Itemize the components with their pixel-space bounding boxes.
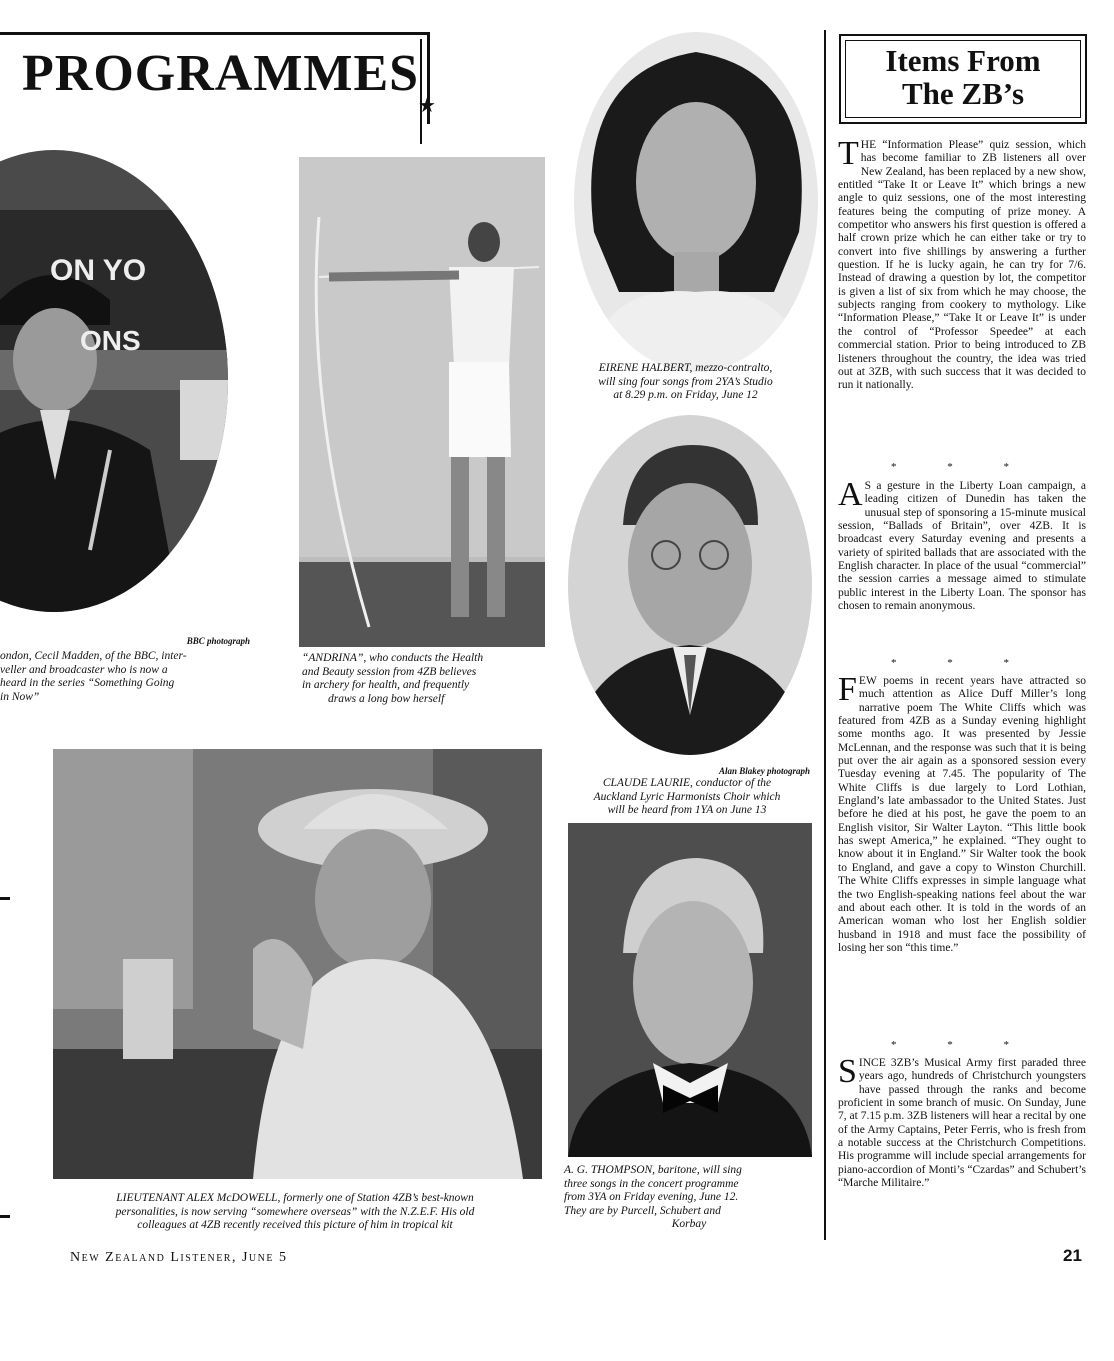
photo-eirene-halbert — [574, 32, 819, 372]
photo-andrina-archery — [299, 157, 545, 647]
caption-line: CLAUDE LAURIE, conductor of the — [602, 777, 772, 789]
photo-credit-bbc: BBC photograph — [186, 636, 250, 646]
drop-cap: F — [838, 671, 857, 708]
caption-line: Auckland Lyric Harmonists Choir which — [593, 790, 781, 803]
zb-paragraph-musical-army — [838, 1053, 1086, 1190]
page-number: 21 — [1063, 1246, 1082, 1265]
zb-paragraph-white-cliffs — [838, 671, 1086, 955]
photo-ag-thompson — [568, 823, 812, 1157]
caption-line: “ANDRINA”, who conducts the Health — [302, 652, 484, 664]
caption-line: LIEUTENANT ALEX McDOWELL, formerly one of Station 4ZB’s best-known — [116, 1192, 474, 1204]
caption-line: colleagues at 4ZB recently received this picture of him in tropical kit — [137, 1219, 453, 1231]
caption-line: veller and broadcaster who is now a — [0, 663, 168, 676]
paragraph-text: S a gesture in the Liberty Loan campaign, a leading citizen of Dunedin has taken the unusual step of sponsoring a 15-minute musical session, “Ballads of Britain”, over 4ZB. It is broadcast every Saturday evening and presents a variety of spirited ballads that are associated with the English character. In place of the usual “commercial” the session carries a message aimed to stimulate public interest in the Liberty Loan. The sponsor has chosen to remain anonymous. — [838, 480, 1086, 613]
star-icon: ★ — [418, 95, 436, 117]
caption-claude-laurie — [562, 777, 812, 818]
caption-line: will be heard from 1YA on June 13 — [607, 804, 767, 816]
caption-line: from 3YA on Friday evening, June 12. — [564, 1191, 739, 1203]
caption-line: heard in the series “Something Going — [0, 677, 175, 689]
column-rule — [824, 30, 826, 1240]
caption-line: three songs in the concert programme — [564, 1177, 739, 1190]
caption-line: in Now” — [0, 690, 40, 703]
zb-section-title — [839, 44, 1087, 110]
photo-credit-alan-blakey: Alan Blakey photograph — [718, 766, 810, 776]
caption-alex-mcdowell — [50, 1192, 540, 1233]
photo-cecil-madden — [0, 150, 228, 612]
caption-andrina — [302, 652, 554, 706]
photo-claude-laurie — [568, 415, 812, 755]
caption-line: EIRENE HALBERT, mezzo-contralto, — [598, 362, 773, 374]
caption-line: Korbay — [671, 1218, 707, 1230]
caption-cecil-madden — [0, 650, 250, 704]
caption-line: personalities, is now serving “somewhere overseas” with the N.Z.E.F. His old — [115, 1205, 475, 1218]
sign-text-2: ONS — [80, 325, 141, 356]
margin-mark — [0, 897, 10, 900]
paragraph-text: EW poems in recent years have attracted so much attention as Alice Duff Miller’s long narrative poem The White Cliffs which was featured from 4ZB as a Sunday evening highlight some months ago. It was presented by Jessie McLennan, and the response was such that it is being put over the air again as a sponsored session every Tuesday evening at 7.45. The popularity of The White Cliffs is due largely to Lord Lothian, England’s late ambassador to the United States. Just before he died at his post, he gave the poem to an English visitor, Sir Walter Layton. “This little book has swept America,” he explained. “They ought to know about it in England.” Sir Walter took the book to England, and gave a copy to Winston Churchill. The White Cliffs expresses in simple language what the two English-speaking nations feel about the war and about each other. It is told in the words of an American woman who lost her English soldier husband in 1918 and must face the possibility of losing her son “this time.” — [838, 675, 1086, 954]
zb-paragraph-take-it-or-leave-it — [838, 135, 1086, 393]
drop-cap: S — [838, 1053, 857, 1090]
zb-title-line-2: The ZB’s — [901, 76, 1025, 111]
section-separator: * * * — [891, 461, 1033, 473]
caption-line: They are by Purcell, Schubert and — [564, 1204, 721, 1217]
zb-paragraph-liberty-loan — [838, 476, 1086, 613]
section-separator: * * * — [891, 657, 1033, 669]
drop-cap: T — [838, 135, 859, 172]
zb-title-line-1: Items From — [885, 43, 1041, 78]
caption-line: draws a long bow herself — [328, 692, 445, 705]
drop-cap: A — [838, 476, 863, 513]
page-title: PROGRAMMES — [22, 45, 420, 102]
section-separator: * * * — [891, 1039, 1033, 1051]
paragraph-text: HE “Information Please” quiz session, which has become familiar to ZB listeners all over New Zealand, has been replaced by a new show, entitled “Take It or Leave It” which brings a new angle to quiz sessions, one of the most interesting features being the computing of prize money. A competitor who answers his first question is offered a half crown prize which he can either take or try to convert into five shillings by answering a further question. If he is lucky again, he can try for 7/6. Instead of drawing a question by lot, the competitor is given a list of six from which he may choose, the subjects ranging from cookery to mythology. Like “Information Please,” “Take It or Leave It” is under the control of “Professor Speedee” at each commercial station. Prior to being introduced to ZB listeners throughout the country, the idea was tried out at 3ZB, with such success that it was decided to run it nationally. — [838, 139, 1086, 392]
caption-eirene-halbert — [563, 362, 808, 403]
photo-alex-mcdowell — [53, 749, 542, 1179]
caption-line: will sing four songs from 2YA’s Studio — [598, 375, 773, 388]
caption-line: ondon, Cecil Madden, of the BBC, inter- — [0, 650, 187, 662]
margin-mark — [0, 1215, 10, 1218]
paragraph-text: INCE 3ZB’s Musical Army first paraded three years ago, hundreds of Christchurch youngsters have passed through the ranks and become proficient in some branch of music. On Sunday, June 7, at 7.15 p.m. 3ZB listeners will hear a recital by one of the Army Captains, Peter Ferris, who is fresh from a notable success at the Christchurch Competitions. His programme will include special arrangements for piano-accordion of Monti’s “Czardas” and Schubert’s “Marche Militaire.” — [838, 1057, 1086, 1190]
caption-line: and Beauty session from 4ZB believes — [302, 665, 477, 678]
caption-line: at 8.29 p.m. on Friday, June 12 — [613, 389, 758, 401]
sign-text: ON YO — [50, 254, 147, 287]
caption-ag-thompson — [564, 1164, 814, 1232]
footer-publication: New Zealand Listener, June 5 — [70, 1250, 288, 1265]
caption-line: A. G. THOMPSON, baritone, will sing — [564, 1164, 742, 1176]
caption-line: in archery for health, and frequently — [302, 679, 470, 691]
